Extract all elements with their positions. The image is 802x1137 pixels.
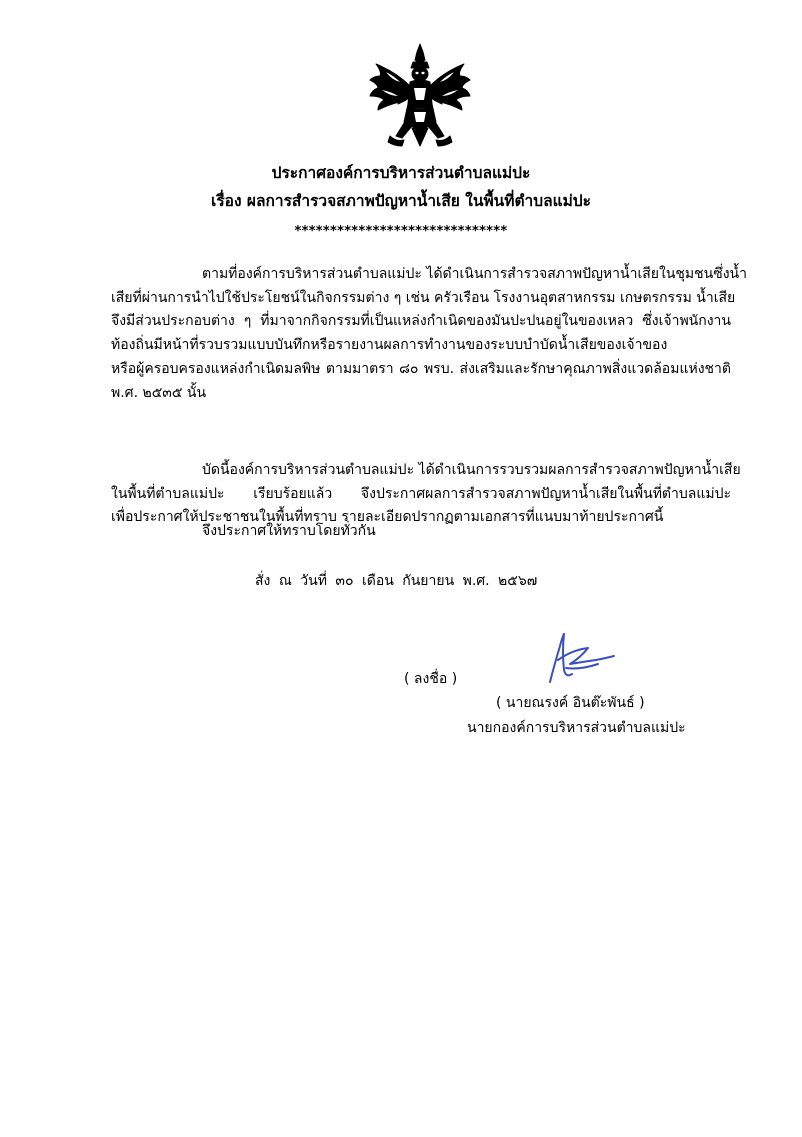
paragraph-line: บัดนี้องค์การบริหารส่วนตำบลแม่ปะ ได้ดำเนินการรวบรวมผลการสำรวจสภาพปัญหาน้ำเสีย (202, 462, 741, 478)
paragraph-line: เพื่อประกาศให้ประชาชนในพื้นที่ทราบ รายละเอียดปรากฏตามเอกสารที่แนบมาท้ายประกาศนี้ (111, 509, 664, 526)
signatory-position: นายกองค์การบริหารส่วนตำบลแม่ปะ (467, 720, 686, 736)
closing-statement: จึงประกาศให้ทราบโดยทั่วกัน (202, 523, 376, 539)
handwritten-signature-icon (536, 630, 616, 688)
paragraph-line: เสียที่ผ่านการนำไปใช้ประโยชน์ในกิจกรรมต่าง ๆ เช่น ครัวเรือน โรงงานอุตสาหกรรม เกษตรกรรม น้ำเสีย (111, 289, 736, 306)
garuda-emblem-icon (366, 42, 474, 150)
announcement-date: สั่ง ณ วันที่ ๓๐ เดือน กันยายน พ.ศ. ๒๕๖๗ (255, 573, 538, 589)
announcement-subject: เรื่อง ผลการสำรวจสภาพปัญหาน้ำเสีย ในพื้นที่ตำบลแม่ปะ (211, 192, 591, 210)
paragraph-line: หรือผู้ครอบครองแหล่งกำเนิดมลพิษ ตามมาตรา ๘๐ พรบ. ส่งเสริมและรักษาคุณภาพสิ่งแวดล้อมแห่งชาติ (111, 360, 731, 377)
paragraph-line: จึงมีส่วนประกอบต่าง ๆ ที่มาจากกิจกรรมที่เป็นแหล่งกำเนิดของมันปะปนอยู่ในของเหลว ซึ่งเจ้าพนักงาน (111, 313, 731, 330)
title-separator: ****************************** (294, 224, 508, 239)
body-paragraph-1 (111, 263, 747, 405)
paragraph-line: ในพื้นที่ตำบลแม่ปะ เรียบร้อยแล้ว จึงประกาศผลการสำรวจสภาพปัญหาน้ำเสียในพื้นที่ตำบลแม่ปะ (111, 485, 731, 502)
signatory-name: ( นายณรงค์ อินต๊ะพันธ์ ) (496, 695, 645, 711)
announcement-title: ประกาศองค์การบริหารส่วนตำบลแม่ปะ (271, 164, 531, 182)
paragraph-line: ท้องถิ่นมีหน้าที่รวบรวมแบบบันทึกหรือรายงานผลการทำงานของระบบบำบัดน้ำเสียของเจ้าของ (111, 337, 668, 354)
paragraph-line: พ.ศ. ๒๕๓๕ นั้น (111, 384, 207, 401)
paragraph-line: ตามที่องค์การบริหารส่วนตำบลแม่ปะ ได้ดำเนินการสำรวจสภาพปัญหาน้ำเสียในชุมชนซึ่งน้ำ (202, 266, 747, 282)
signature-label: ( ลงชื่อ ) (404, 671, 458, 687)
